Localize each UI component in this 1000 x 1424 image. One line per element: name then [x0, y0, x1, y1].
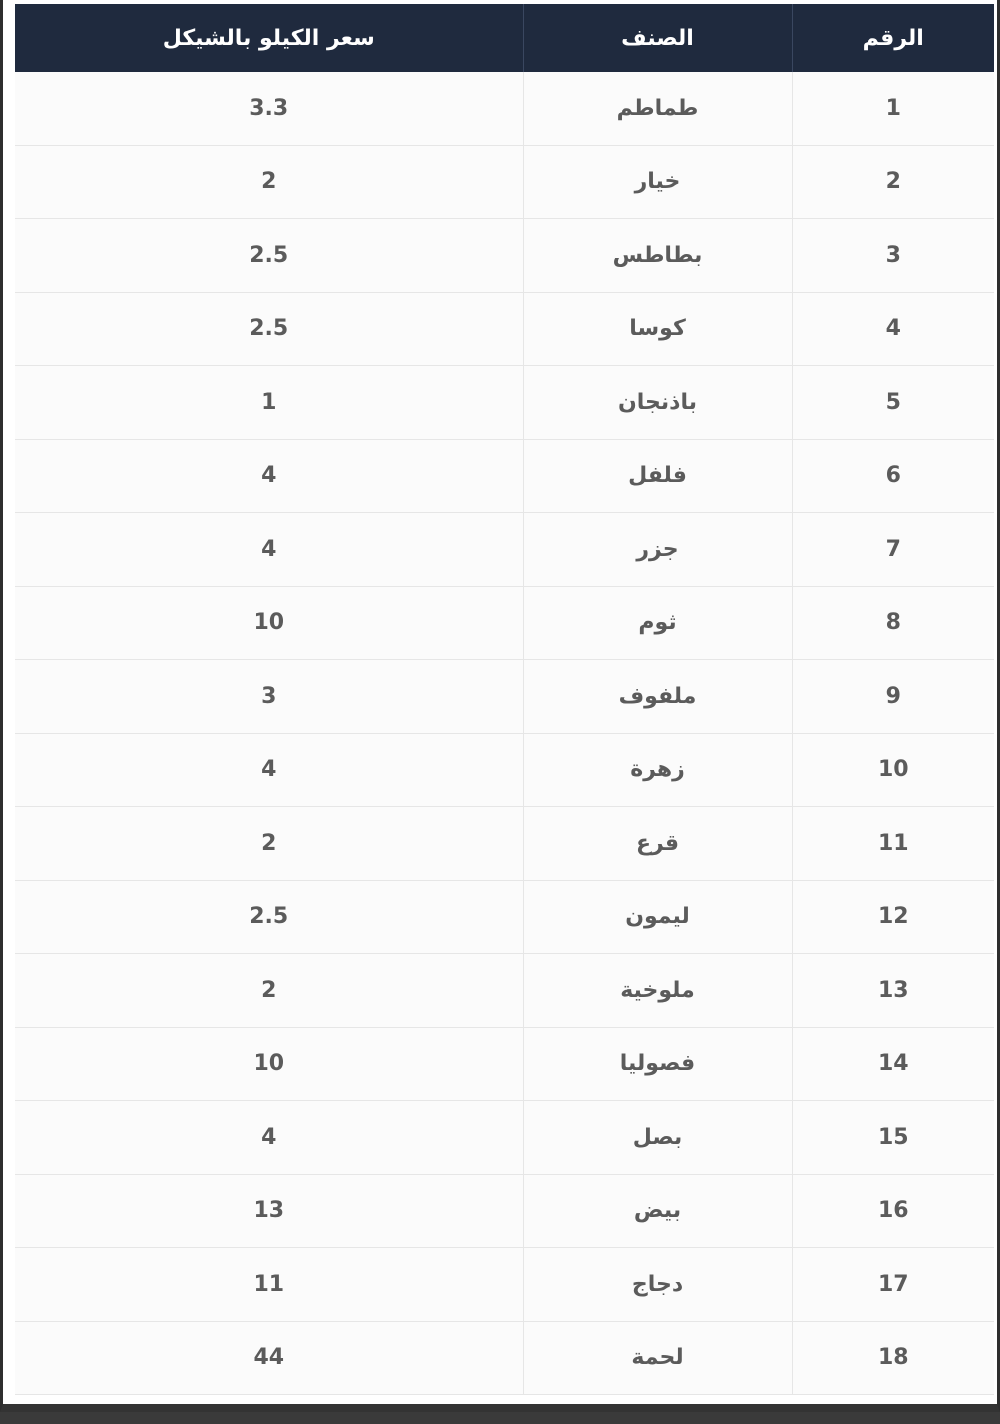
table-row: [15, 72, 994, 145]
cell-number: 14: [792, 1027, 994, 1101]
table-row: [15, 1321, 994, 1395]
cell-number: 1: [792, 72, 994, 145]
cell-price: 2: [15, 954, 523, 1028]
cell-price: 3.3: [15, 72, 523, 145]
table-header: [15, 4, 994, 72]
table-row: [15, 145, 994, 219]
cell-item: بيض: [523, 1174, 792, 1248]
cell-item: فصوليا: [523, 1027, 792, 1101]
cell-number: 5: [792, 366, 994, 440]
cell-number: 9: [792, 660, 994, 734]
cell-price: 10: [15, 1027, 523, 1101]
cell-price: 2.5: [15, 880, 523, 954]
table-row: [15, 366, 994, 440]
table-row: [15, 219, 994, 293]
cell-item: بطاطس: [523, 219, 792, 293]
cell-number: 13: [792, 954, 994, 1028]
table-row: [15, 1174, 994, 1248]
cell-number: 18: [792, 1321, 994, 1395]
price-table: [15, 4, 994, 1395]
cell-item: ليمون: [523, 880, 792, 954]
header-item: الصنف: [523, 4, 792, 72]
table-row: [15, 1101, 994, 1175]
cell-item: كوسا: [523, 292, 792, 366]
cell-price: 2: [15, 807, 523, 881]
cell-item: زهرة: [523, 733, 792, 807]
cell-number: 8: [792, 586, 994, 660]
cell-item: طماطم: [523, 72, 792, 145]
table-row: [15, 292, 994, 366]
cell-price: 3: [15, 660, 523, 734]
table-row: [15, 513, 994, 587]
cell-price: 2.5: [15, 292, 523, 366]
cell-price: 4: [15, 513, 523, 587]
cell-number: 12: [792, 880, 994, 954]
cell-price: 4: [15, 439, 523, 513]
table-row: [15, 1248, 994, 1322]
header-row: [15, 4, 994, 72]
table-row: [15, 807, 994, 881]
cell-item: ملوخية: [523, 954, 792, 1028]
cell-number: 4: [792, 292, 994, 366]
cell-price: 13: [15, 1174, 523, 1248]
cell-price: 2: [15, 145, 523, 219]
cell-number: 16: [792, 1174, 994, 1248]
cell-price: 4: [15, 1101, 523, 1175]
cell-number: 6: [792, 439, 994, 513]
cell-price: 44: [15, 1321, 523, 1395]
cell-number: 15: [792, 1101, 994, 1175]
cell-item: بصل: [523, 1101, 792, 1175]
cell-item: باذنجان: [523, 366, 792, 440]
cell-item: ملفوف: [523, 660, 792, 734]
table-row: [15, 439, 994, 513]
table-row: [15, 733, 994, 807]
cell-item: جزر: [523, 513, 792, 587]
table-row: [15, 954, 994, 1028]
cell-item: خيار: [523, 145, 792, 219]
cell-item: دجاج: [523, 1248, 792, 1322]
table-body: [15, 72, 994, 1395]
cell-item: قرع: [523, 807, 792, 881]
table-row: [15, 880, 994, 954]
cell-number: 11: [792, 807, 994, 881]
cell-number: 7: [792, 513, 994, 587]
cell-price: 11: [15, 1248, 523, 1322]
table-row: [15, 586, 994, 660]
header-price: سعر الكيلو بالشيكل: [15, 4, 523, 72]
table-row: [15, 1027, 994, 1101]
cell-number: 17: [792, 1248, 994, 1322]
cell-price: 2.5: [15, 219, 523, 293]
cell-price: 1: [15, 366, 523, 440]
header-number: الرقم: [792, 4, 994, 72]
cell-item: لحمة: [523, 1321, 792, 1395]
cell-price: 4: [15, 733, 523, 807]
cell-number: 3: [792, 219, 994, 293]
cell-item: ثوم: [523, 586, 792, 660]
cell-number: 10: [792, 733, 994, 807]
cell-number: 2: [792, 145, 994, 219]
cell-price: 10: [15, 586, 523, 660]
table-row: [15, 660, 994, 734]
cell-item: فلفل: [523, 439, 792, 513]
